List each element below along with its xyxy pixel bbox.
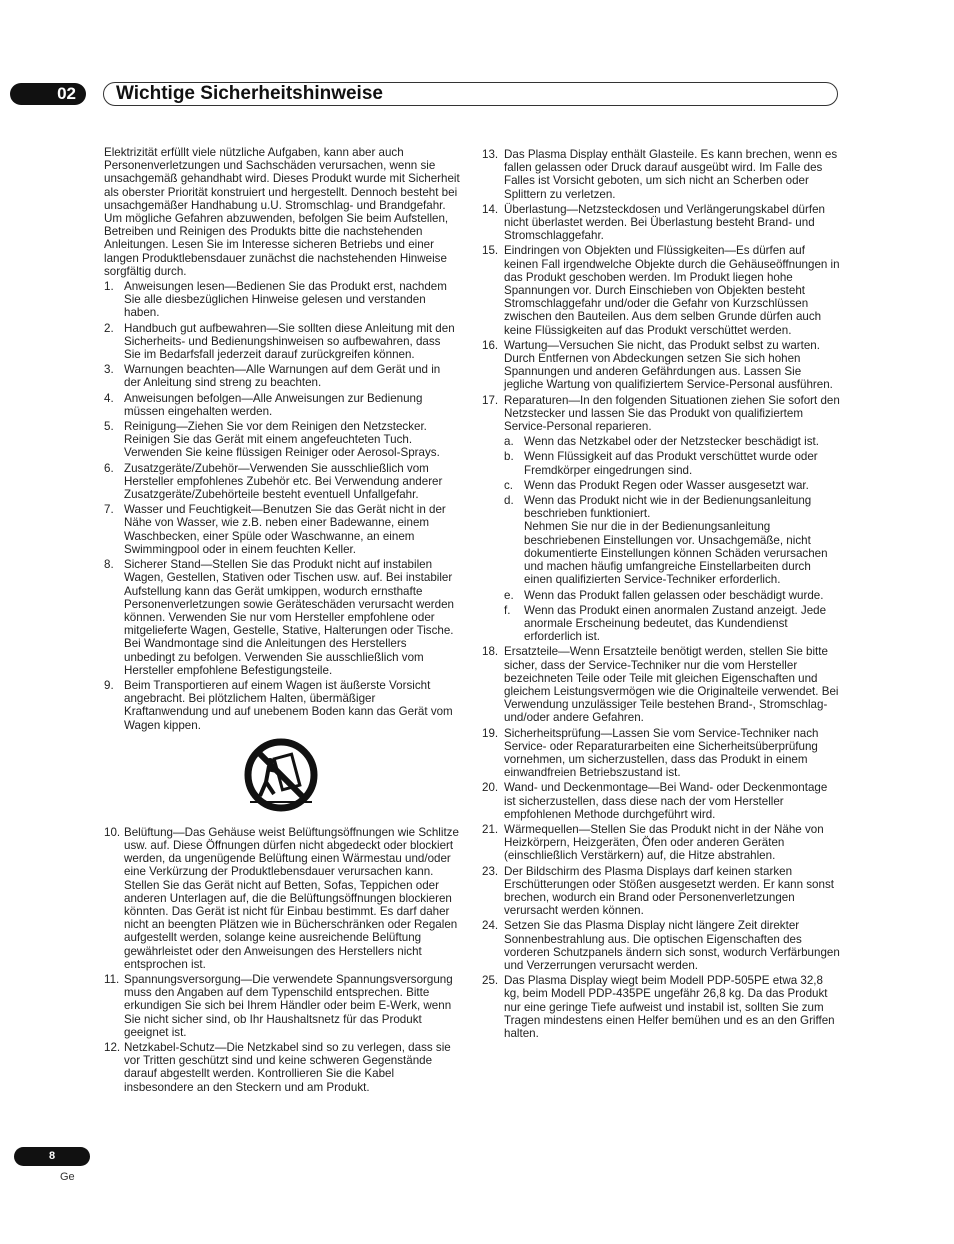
item-number: 11. — [104, 972, 120, 986]
item-number: 4. — [104, 391, 114, 405]
item-number: 9. — [104, 678, 114, 692]
list-item — [482, 645, 840, 724]
item-number: 10. — [104, 825, 121, 839]
sub-item-text: Wenn das Produkt einen anormalen Zustand anzeigt. Jede anormale Erscheinung bedeutet, das Kundendienst erforderlich ist. — [524, 603, 827, 644]
list-item — [482, 727, 840, 780]
item-text: Wärmequellen—Stellen Sie das Produkt nicht in der Nähe von Heizkörpern, Heizgeräten, Öfen oder anderen Geräten (einschließlich Verstärkern) auf, die Hitze abstrahlen. — [504, 822, 824, 863]
sub-item-letter: c. — [504, 478, 514, 492]
list-item — [104, 462, 460, 502]
sub-list-item — [504, 450, 840, 476]
item-text: Setzen Sie das Plasma Display nicht längere Zeit direkter Sonnenbestrahlung aus. Die optischen Eigenschaften des vorderen Schutzpanels ändern sich sonst, wodurch Verfärbungen und Verzerrungen verursacht werden. — [504, 919, 840, 972]
sub-item-text: Wenn das Produkt nicht wie in der Bedienungsanleitung beschrieben funktioniert. — [524, 494, 812, 521]
list-item — [482, 865, 840, 918]
item-number: 23. — [482, 864, 499, 878]
item-text: Sicherheitsprüfung—Lassen Sie vom Service-Techniker nach Service- oder Reparaturarbeiten eine Sicherheitsüberprüfung vornehmen, um sicherzustellen, dass das Produkt in einem einwandfreien Betriebszustand ist. — [504, 726, 819, 780]
list-item — [482, 394, 840, 644]
item-number: 12. — [104, 1040, 121, 1054]
list-item — [482, 244, 840, 336]
sub-list-item — [504, 435, 840, 448]
list-item — [482, 823, 840, 863]
item-text: Wand- und Deckenmontage—Bei Wand- oder Deckenmontage ist sicherzustellen, dass diese nach der vom Hersteller empfohlenen Methode durchgeführt wird. — [504, 781, 828, 821]
list-item — [104, 420, 460, 460]
item-number: 19. — [482, 726, 499, 740]
sub-item-letter: d. — [504, 494, 514, 508]
language-code: Ge — [60, 1171, 75, 1183]
sub-list-item — [504, 589, 840, 602]
item-number: 8. — [104, 558, 114, 572]
item-text: Netzkabel-Schutz—Die Netzkabel sind so zu verlegen, dass sie vor Tritten geschützt sind und keine schweren Gegenstände darauf abgestellt werden. Kontrollieren Sie die Kabel insbesondere an den Steckern und am Produkt. — [124, 1040, 451, 1094]
sub-item-letter: f. — [504, 603, 511, 617]
item-number: 17. — [482, 393, 499, 407]
sub-item-letter: b. — [504, 450, 514, 464]
chapter-title-bar — [103, 82, 838, 106]
list-item — [482, 339, 840, 392]
item-number: 14. — [482, 202, 499, 216]
sub-list-item — [504, 479, 840, 492]
item-text: Reinigung—Ziehen Sie vor dem Reinigen den Netzstecker. Reinigen Sie das Gerät mit einem angefeuchteten Tuch. Verwenden Sie keine flüssigen Reiniger oder Aerosol-Sprays. — [124, 420, 440, 460]
list-item — [104, 392, 460, 418]
repair-conditions-list — [504, 435, 840, 643]
item-number: 18. — [482, 645, 499, 659]
list-item — [482, 203, 840, 243]
item-text: Sicherer Stand—Stellen Sie das Produkt nicht auf instabilen Wagen, Gestellen, Stativen oder Tischen usw. auf. Bei instabiler Aufstellung kann das Gerät umkippen, wodurch ernsthafte Personenverletzungen sowie Geräteschäden verursacht werden können. Verwenden Sie nur vom Hersteller empfohlene oder mitgelieferte Wagen, Gestelle, Stative, Halterungen oder Tische. Bei Wandmontage sind die Anleitungen des Herstellers unbedingt zu befolgen. Verwenden Sie ausschließlich vom Hersteller empfohlene Befestigungsteile. — [124, 558, 454, 677]
item-text: Spannungsversorgung—Die verwendete Spannungsversorgung muss den Angaben auf dem Typenschild entsprechen. Bitte erkundigen Sie sich bei Ihrem Händler oder beim E-Werk, wenn Sie nicht sicher sind, ob Ihr Haushaltsnetz für das Produkt geeignet ist. — [124, 972, 453, 1039]
item-number: 21. — [482, 822, 499, 836]
item-text: Das Plasma Display enthält Glasteile. Es kann brechen, wenn es fallen gelassen oder Druck darauf ausgeübt wird. Im Falle des Falles ist Vorsicht geboten, um sich nicht an Scherben oder Splittern zu verletzen. — [504, 148, 838, 201]
list-item — [104, 1041, 460, 1094]
chapter-number-badge: 02 — [10, 83, 86, 105]
safety-list — [104, 826, 460, 1094]
intro-paragraph: Um mögliche Gefahren abzuwenden, befolgen Sie beim Aufstellen, Betreiben und Reinigen des Produkts bitte die nachstehenden Anleitungen. Lesen Sie im Interesse sicheren Betriebs und einer langen Produktlebensdauer zunächst die nachstehenden Hinweise sorgfältig durch. — [104, 212, 449, 278]
page-number-badge: 8 — [14, 1147, 90, 1166]
item-number: 25. — [482, 974, 499, 988]
item-text: Anweisungen lesen—Bedienen Sie das Produkt erst, nachdem Sie alle diesbezüglichen Hinweise gelesen und verstanden haben. — [124, 280, 447, 320]
item-number: 13. — [482, 148, 499, 161]
item-text: Reparaturen—In den folgenden Situationen ziehen Sie sofort den Netzstecker und lassen Sie das Produkt von qualifiziertem Service-Personal reparieren. — [504, 393, 840, 434]
item-text: Der Bildschirm des Plasma Displays darf keinen starken Erschütterungen oder Stößen ausgesetzt werden. Er kann sonst brechen, wodurch ein Brand oder Personenverletzungen verursacht werden können. — [504, 864, 834, 918]
item-number: 15. — [482, 244, 499, 258]
item-number: 6. — [104, 461, 114, 475]
list-item — [104, 322, 460, 362]
item-text: Anweisungen befolgen—Alle Anweisungen zur Bedienung müssen eingehalten werden. — [124, 391, 423, 418]
sub-item-letter: a. — [504, 435, 514, 449]
item-text: Eindringen von Objekten und Flüssigkeiten—Es dürfen auf keinen Fall irgendwelche Objekte durch die Gehäuseöffnungen in das Produkt geschoben werden. Im Produkt liegen hohe Spannungen vor. Durch Einschieben von Objekten besteht Stromschlaggefahr und/oder die Gefahr von Kurzschlüssen zwischen den Bauteilen. Aus dem selben Grunde dürfen auch keine Flüssigkeiten auf das Produkt verschüttet werden. — [504, 244, 840, 337]
sub-item-text: Wenn Flüssigkeit auf das Produkt verschüttet wurde oder Fremdkörper eingedrungen sind. — [524, 450, 818, 477]
item-number: 1. — [104, 280, 114, 294]
list-item — [482, 781, 840, 821]
list-item — [104, 558, 460, 677]
item-text: Belüftung—Das Gehäuse weist Belüftungsöffnungen wie Schlitze usw. auf. Diese Öffnungen dürfen nicht abgedeckt oder blockiert werden, da ungenügende Belüftung einen Wärmestau und/oder eine Verkürzung der Produktlebensdauer verursachen kann. Stellen Sie das Gerät nicht auf Betten, Sofas, Teppichen oder anderen Unterlagen auf, die die Belüftungsöffnungen blockieren könnten. Das Gerät ist nicht für Einbau bestimmt. Es darf daher nicht an beengten Plätzen wie in Bücherschränken oder Regalen aufgestellt werden, solange keine ausreichende Belüftung gewährleistet oder den Anweisungen des Herstellers nicht entsprochen ist. — [124, 825, 459, 971]
item-text: Wartung—Versuchen Sie nicht, das Produkt selbst zu warten. Durch Entfernen von Abdeckungen setzen Sie sich hohen Spannungen und anderen Gefährdungen aus. Lassen Sie jegliche Wartung von qualifiziertem Service-Personal ausführen. — [504, 338, 833, 392]
item-number: 3. — [104, 363, 114, 377]
item-text: Warnungen beachten—Alle Warnungen auf dem Gerät und in der Anleitung sind streng zu beachten. — [124, 363, 441, 390]
list-item — [482, 974, 840, 1040]
page-title: Wichtige Sicherheitshinweise — [116, 83, 383, 104]
item-number: 20. — [482, 781, 499, 795]
item-text: Wasser und Feuchtigkeit—Benutzen Sie das Gerät nicht in der Nähe von Wasser, wie z.B. neben einer Badewanne, einem Waschbecken, einer Spüle oder Waschwanne, an einem Swimmingpool oder in einem feuchten Keller. — [124, 503, 446, 556]
intro-paragraph: Elektrizität erfüllt viele nützliche Aufgaben, kann aber auch Personenverletzungen und Sachschäden verursachen, wenn sie unsachgemäß gehandhabt wird. Dieses Produkt wurde mit Sicherheit als oberster Priorität konstruiert und hergestellt. Dennoch besteht bei unsachgemäßer Handhabung u.U. Stromschlag- und Brandgefahr. — [104, 146, 460, 212]
item-text: Zusatzgeräte/Zubehör—Verwenden Sie ausschließlich vom Hersteller empfohlenes Zubehör etc. Bei Verwendung anderer Zusatzgeräte/Zubehörteile besteht eventuell Unfallgefahr. — [124, 461, 443, 502]
safety-list — [482, 645, 840, 1040]
sub-list-item — [504, 494, 840, 586]
item-text: Überlastung—Netzsteckdosen und Verlängerungskabel dürfen nicht überlastet werden. Bei Überlastung besteht Brand- und Stromschlaggefahr. — [504, 202, 825, 243]
list-item — [482, 148, 840, 201]
item-number: 7. — [104, 503, 114, 517]
item-text: Das Plasma Display wiegt beim Modell PDP-505PE etwa 32,8 kg, beim Modell PDP-435PE ungefähr 26,8 kg. Da das Produkt nur eine geringe Tiefe aufweist und instabil ist, sollten Sie zum Tragen mindestens einen Helfer bemühen und es an den Griffen halten. — [504, 974, 835, 1040]
item-text: Beim Transportieren auf einem Wagen ist äußerste Vorsicht angebracht. Bei plötzlichem Halten, übermäßiger Kraftanwendung und auf unebenem Boden kann das Gerät vom Wagen kippen. — [124, 678, 453, 732]
list-item — [104, 363, 460, 389]
list-item — [104, 826, 460, 971]
cart-tip-over-warning-icon — [236, 738, 326, 812]
item-number: 2. — [104, 321, 114, 335]
sub-list-item — [504, 604, 840, 644]
safety-list — [104, 280, 460, 732]
item-number: 16. — [482, 338, 499, 352]
list-item — [104, 973, 460, 1039]
sub-item-text: Wenn das Produkt Regen oder Wasser ausgesetzt war. — [524, 478, 809, 492]
sub-item-text: Wenn das Netzkabel oder der Netzstecker beschädigt ist. — [524, 435, 819, 449]
safety-list — [482, 148, 840, 392]
list-item — [104, 280, 460, 320]
left-column — [104, 146, 460, 1094]
item-number: 5. — [104, 420, 114, 434]
list-item — [482, 919, 840, 972]
item-number: 24. — [482, 919, 499, 933]
sub-item-text: Wenn das Produkt fallen gelassen oder beschädigt wurde. — [524, 588, 824, 602]
right-column — [482, 146, 840, 1040]
sub-item-letter: e. — [504, 588, 514, 602]
item-text: Ersatzteile—Wenn Ersatzteile benötigt werden, stellen Sie bitte sicher, dass der Service-Techniker nur die vom Hersteller bezeichneten Teile oder Teile mit gleichen Eigenschaften und gleichem Leistungsvermögen wie die Originalteile verwendet. Bei Verwendung unzulässiger Teile bestehen Brand-, Stromschlag- und/oder andere Gefahren. — [504, 645, 839, 725]
sub-item-continuation: Nehmen Sie nur die in der Bedienungsanleitung beschriebenen Einstellungen vor. Unsachgemäße, nicht dokumentierte Einstellungen können Schäden verursachen und machen häufig umfangreiche Einstellarbeiten durch einen qualifizierten Service-Techniker erforderlich. — [524, 520, 828, 587]
list-item — [104, 503, 460, 556]
item-text: Handbuch gut aufbewahren—Sie sollten diese Anleitung mit den Sicherheits- und Bedienungshinweisen so aufbewahren, dass Sie im Bedarfsfall jederzeit darauf zurückgreifen können. — [124, 321, 455, 362]
list-item — [104, 679, 460, 732]
